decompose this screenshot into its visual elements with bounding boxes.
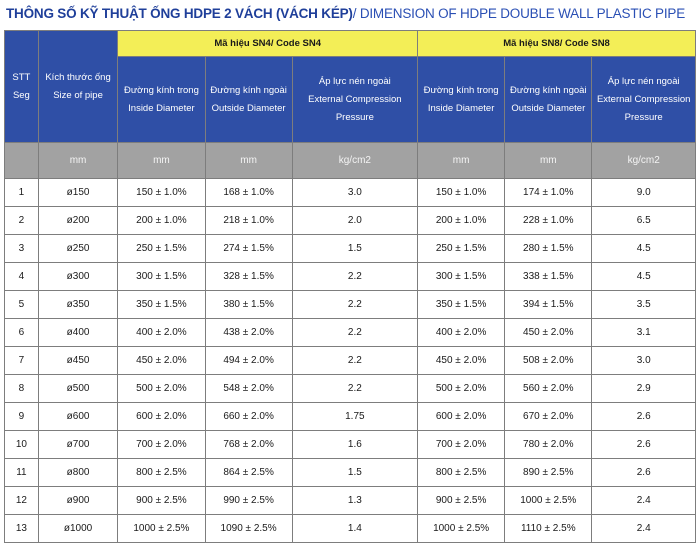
cell-sn4-outer: 1090 ± 2.5%	[205, 515, 292, 543]
header-sn8-outer: Đường kính ngoài Outside Diameter	[505, 57, 592, 143]
cell-sn8-outer: 1110 ± 2.5%	[505, 515, 592, 543]
cell-sn8-inner: 700 ± 2.0%	[418, 431, 505, 459]
cell-sn4-outer: 168 ± 1.0%	[205, 179, 292, 207]
table-row	[5, 347, 696, 375]
cell-sn4-outer: 328 ± 1.5%	[205, 263, 292, 291]
cell-stt: 13	[5, 515, 39, 543]
cell-sn8-pressure: 2.4	[592, 515, 696, 543]
header-size: Kích thước ống Size of pipe	[38, 31, 118, 143]
title-vietnamese: THÔNG SỐ KỸ THUẬT ỐNG HDPE 2 VÁCH (VÁCH KÉP)	[6, 6, 353, 21]
cell-sn8-outer: 780 ± 2.0%	[505, 431, 592, 459]
cell-stt: 10	[5, 431, 39, 459]
cell-sn8-outer: 450 ± 2.0%	[505, 319, 592, 347]
header-sn8-inner: Đường kính trong Inside Diameter	[418, 57, 505, 143]
cell-size: ø200	[38, 207, 118, 235]
cell-sn8-inner: 300 ± 1.5%	[418, 263, 505, 291]
table-row	[5, 431, 696, 459]
cell-sn4-outer: 660 ± 2.0%	[205, 403, 292, 431]
cell-sn4-outer: 864 ± 2.5%	[205, 459, 292, 487]
cell-sn4-pressure: 2.2	[292, 263, 417, 291]
cell-sn4-inner: 450 ± 2.0%	[118, 347, 205, 375]
cell-stt: 12	[5, 487, 39, 515]
cell-sn8-inner: 400 ± 2.0%	[418, 319, 505, 347]
cell-sn4-inner: 200 ± 1.0%	[118, 207, 205, 235]
cell-sn4-inner: 400 ± 2.0%	[118, 319, 205, 347]
cell-sn8-pressure: 2.4	[592, 487, 696, 515]
header-stt: STT Seg	[5, 31, 39, 143]
cell-sn8-inner: 900 ± 2.5%	[418, 487, 505, 515]
cell-sn8-outer: 280 ± 1.5%	[505, 235, 592, 263]
cell-sn8-pressure: 3.5	[592, 291, 696, 319]
cell-sn8-pressure: 4.5	[592, 263, 696, 291]
unit-sn4-pressure: kg/cm2	[292, 143, 417, 179]
cell-size: ø450	[38, 347, 118, 375]
cell-size: ø800	[38, 459, 118, 487]
cell-sn8-pressure: 3.1	[592, 319, 696, 347]
cell-sn8-inner: 250 ± 1.5%	[418, 235, 505, 263]
cell-stt: 4	[5, 263, 39, 291]
table-row	[5, 207, 696, 235]
cell-sn4-outer: 494 ± 2.0%	[205, 347, 292, 375]
unit-size: mm	[38, 143, 118, 179]
cell-stt: 6	[5, 319, 39, 347]
cell-sn8-pressure: 2.6	[592, 431, 696, 459]
unit-stt	[5, 143, 39, 179]
cell-sn8-outer: 560 ± 2.0%	[505, 375, 592, 403]
cell-sn4-pressure: 3.0	[292, 179, 417, 207]
table-row	[5, 179, 696, 207]
cell-sn8-outer: 508 ± 2.0%	[505, 347, 592, 375]
cell-sn8-pressure: 2.6	[592, 403, 696, 431]
cell-sn8-inner: 450 ± 2.0%	[418, 347, 505, 375]
table-row	[5, 319, 696, 347]
cell-sn4-inner: 500 ± 2.0%	[118, 375, 205, 403]
table-row	[5, 515, 696, 543]
header-sn4-pressure: Áp lực nén ngoài External Compression Pressure	[292, 57, 417, 143]
table-row	[5, 263, 696, 291]
cell-sn8-pressure: 2.6	[592, 459, 696, 487]
cell-stt: 2	[5, 207, 39, 235]
table-row	[5, 459, 696, 487]
cell-size: ø150	[38, 179, 118, 207]
header-sn8: Mã hiệu SN8/ Code SN8	[418, 31, 696, 57]
cell-sn4-inner: 900 ± 2.5%	[118, 487, 205, 515]
unit-sn8-inner: mm	[418, 143, 505, 179]
cell-stt: 7	[5, 347, 39, 375]
cell-sn8-inner: 150 ± 1.0%	[418, 179, 505, 207]
header-sn4-outer: Đường kính ngoài Outside Diameter	[205, 57, 292, 143]
cell-size: ø300	[38, 263, 118, 291]
unit-sn4-inner: mm	[118, 143, 205, 179]
cell-sn8-inner: 200 ± 1.0%	[418, 207, 505, 235]
cell-sn4-pressure: 1.75	[292, 403, 417, 431]
cell-sn8-inner: 600 ± 2.0%	[418, 403, 505, 431]
cell-sn4-outer: 274 ± 1.5%	[205, 235, 292, 263]
page-title	[0, 0, 700, 28]
cell-sn4-inner: 250 ± 1.5%	[118, 235, 205, 263]
table-row	[5, 487, 696, 515]
cell-sn4-outer: 548 ± 2.0%	[205, 375, 292, 403]
cell-sn4-pressure: 2.2	[292, 291, 417, 319]
cell-size: ø500	[38, 375, 118, 403]
cell-sn8-outer: 228 ± 1.0%	[505, 207, 592, 235]
cell-size: ø700	[38, 431, 118, 459]
unit-sn8-outer: mm	[505, 143, 592, 179]
cell-sn4-inner: 150 ± 1.0%	[118, 179, 205, 207]
cell-stt: 11	[5, 459, 39, 487]
cell-sn4-inner: 800 ± 2.5%	[118, 459, 205, 487]
table-row	[5, 403, 696, 431]
cell-sn4-inner: 700 ± 2.0%	[118, 431, 205, 459]
cell-stt: 3	[5, 235, 39, 263]
cell-sn8-inner: 500 ± 2.0%	[418, 375, 505, 403]
cell-sn4-pressure: 2.0	[292, 207, 417, 235]
cell-sn4-inner: 300 ± 1.5%	[118, 263, 205, 291]
cell-size: ø1000	[38, 515, 118, 543]
cell-size: ø250	[38, 235, 118, 263]
cell-sn4-pressure: 1.5	[292, 459, 417, 487]
cell-sn4-pressure: 2.2	[292, 347, 417, 375]
title-english: / DIMENSION OF HDPE DOUBLE WALL PLASTIC PIPE	[352, 6, 686, 21]
cell-stt: 8	[5, 375, 39, 403]
cell-sn8-outer: 338 ± 1.5%	[505, 263, 592, 291]
cell-sn8-outer: 174 ± 1.0%	[505, 179, 592, 207]
cell-sn4-pressure: 1.3	[292, 487, 417, 515]
cell-sn4-pressure: 2.2	[292, 319, 417, 347]
cell-size: ø350	[38, 291, 118, 319]
table-row	[5, 235, 696, 263]
cell-sn4-pressure: 1.4	[292, 515, 417, 543]
cell-size: ø400	[38, 319, 118, 347]
cell-sn4-outer: 990 ± 2.5%	[205, 487, 292, 515]
cell-stt: 9	[5, 403, 39, 431]
cell-sn4-inner: 1000 ± 2.5%	[118, 515, 205, 543]
header-sn4-inner: Đường kính trong Inside Diameter	[118, 57, 205, 143]
cell-size: ø900	[38, 487, 118, 515]
units-row	[5, 143, 696, 179]
cell-sn4-pressure: 1.6	[292, 431, 417, 459]
cell-sn8-pressure: 2.9	[592, 375, 696, 403]
pipe-spec-table	[4, 30, 696, 543]
cell-sn8-pressure: 4.5	[592, 235, 696, 263]
unit-sn4-outer: mm	[205, 143, 292, 179]
cell-sn4-inner: 350 ± 1.5%	[118, 291, 205, 319]
unit-sn8-pressure: kg/cm2	[592, 143, 696, 179]
cell-sn4-inner: 600 ± 2.0%	[118, 403, 205, 431]
cell-sn4-outer: 218 ± 1.0%	[205, 207, 292, 235]
header-sn4: Mã hiệu SN4/ Code SN4	[118, 31, 418, 57]
cell-sn4-outer: 380 ± 1.5%	[205, 291, 292, 319]
cell-sn4-pressure: 1.5	[292, 235, 417, 263]
cell-sn8-inner: 800 ± 2.5%	[418, 459, 505, 487]
cell-sn8-inner: 1000 ± 2.5%	[418, 515, 505, 543]
cell-sn8-pressure: 6.5	[592, 207, 696, 235]
cell-sn4-outer: 438 ± 2.0%	[205, 319, 292, 347]
table-row	[5, 291, 696, 319]
cell-sn8-inner: 350 ± 1.5%	[418, 291, 505, 319]
cell-stt: 5	[5, 291, 39, 319]
cell-sn8-outer: 670 ± 2.0%	[505, 403, 592, 431]
cell-sn4-outer: 768 ± 2.0%	[205, 431, 292, 459]
table-body	[5, 179, 696, 543]
cell-sn8-outer: 890 ± 2.5%	[505, 459, 592, 487]
cell-size: ø600	[38, 403, 118, 431]
cell-sn8-outer: 1000 ± 2.5%	[505, 487, 592, 515]
cell-sn4-pressure: 2.2	[292, 375, 417, 403]
header-sn8-pressure: Áp lực nén ngoài External Compression Pressure	[592, 57, 696, 143]
table-row	[5, 375, 696, 403]
cell-stt: 1	[5, 179, 39, 207]
cell-sn8-pressure: 9.0	[592, 179, 696, 207]
cell-sn8-outer: 394 ± 1.5%	[505, 291, 592, 319]
cell-sn8-pressure: 3.0	[592, 347, 696, 375]
